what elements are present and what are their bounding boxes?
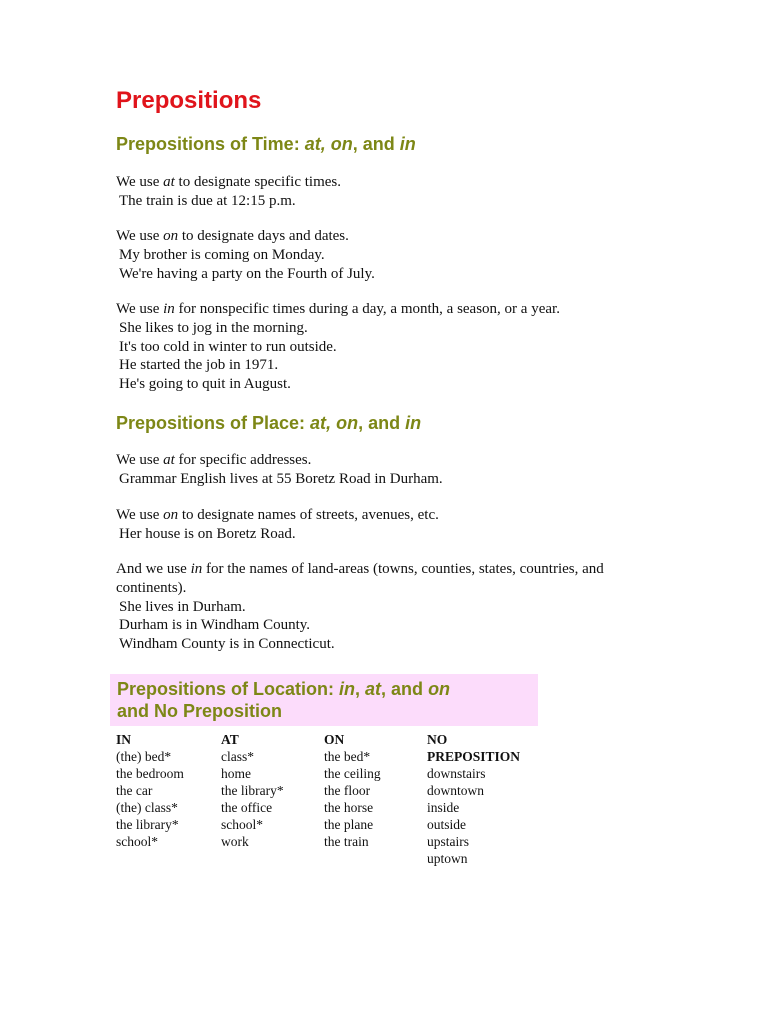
table-cell: the horse <box>324 800 374 815</box>
table-cell: (the) class* <box>116 800 178 815</box>
rule-keyword: at <box>163 174 175 190</box>
example-line: My brother is coming on Monday. <box>119 246 325 263</box>
table-cell: school* <box>116 834 158 849</box>
rule-text: We use <box>116 452 164 468</box>
time-heading-and: , and <box>352 134 400 154</box>
example-line: The train is due at 12:15 p.m. <box>119 192 296 209</box>
rule-line <box>116 300 676 319</box>
rule-keyword: in <box>190 561 203 577</box>
table-cell: work <box>221 834 249 849</box>
example-line: Grammar English lives at 55 Boretz Road in Durham. <box>119 470 443 487</box>
column-on <box>324 731 381 850</box>
time-in-paragraph <box>116 300 676 394</box>
column-header: AT <box>221 732 239 747</box>
location-heading-box <box>110 674 538 726</box>
time-heading-word-on: on <box>330 134 353 154</box>
time-on-paragraph <box>116 227 676 283</box>
table-cell: downstairs <box>427 766 486 781</box>
example-line: Her house is on Boretz Road. <box>119 525 296 542</box>
time-heading-comma: , <box>320 134 331 154</box>
column-header: NO <box>427 732 448 747</box>
column-header: ON <box>324 732 345 747</box>
place-heading-word-on: on <box>336 413 359 433</box>
rule-line <box>116 173 676 192</box>
rule-text: for nonspecific times during a day, a month, a season, or a year. <box>174 301 560 317</box>
rule-text: We use <box>116 174 164 190</box>
example-line: He started the job in 1971. <box>119 357 279 374</box>
place-on-paragraph <box>116 506 676 544</box>
column-header: PREPOSITION <box>427 749 521 764</box>
location-heading-line2: and No Preposition <box>117 701 283 721</box>
location-heading-word-in: in <box>339 679 356 699</box>
table-cell: uptown <box>427 851 468 866</box>
example-line: Windham County is in Connecticut. <box>119 636 335 653</box>
rule-keyword: on <box>163 228 179 244</box>
rule-text: And we use <box>116 561 191 577</box>
rule-text: for the names of land-areas (towns, counties, states, countries, and continents). <box>116 561 604 596</box>
rule-line <box>116 451 676 470</box>
location-heading <box>117 678 450 722</box>
table-cell: the plane <box>324 817 374 832</box>
rule-line <box>116 506 676 525</box>
place-heading-word-in: in <box>405 413 422 433</box>
rule-keyword: in <box>163 301 175 317</box>
location-heading-word-on: on <box>428 679 451 699</box>
rule-text: to designate names of streets, avenues, etc. <box>178 507 439 523</box>
location-heading-prefix: Prepositions of Location: <box>117 679 340 699</box>
rule-keyword: at <box>163 452 175 468</box>
column-in <box>116 731 184 850</box>
table-cell: the floor <box>324 783 371 798</box>
rule-text: to designate days and dates. <box>178 228 349 244</box>
time-heading-prefix: Prepositions of Time: <box>116 134 305 154</box>
table-cell: upstairs <box>427 834 469 849</box>
rule-line <box>116 227 676 246</box>
rule-keyword: on <box>163 507 179 523</box>
page-title: Prepositions <box>116 87 262 114</box>
place-at-paragraph <box>116 451 676 489</box>
table-cell: the train <box>324 834 369 849</box>
location-heading-comma: , <box>355 679 366 699</box>
table-cell: class* <box>221 749 254 764</box>
table-cell: downtown <box>427 783 484 798</box>
rule-text: for specific addresses. <box>174 452 312 468</box>
example-line: Durham is in Windham County. <box>119 617 311 634</box>
place-heading-comma: , <box>326 413 337 433</box>
place-heading-prefix: Prepositions of Place: <box>116 413 311 433</box>
rule-text: We use <box>116 507 164 523</box>
column-header: IN <box>116 732 132 747</box>
table-cell: the office <box>221 800 273 815</box>
example-line: It's too cold in winter to run outside. <box>119 338 337 355</box>
rule-text: We use <box>116 228 164 244</box>
table-cell: the bedroom <box>116 766 184 781</box>
example-line: She lives in Durham. <box>119 598 246 615</box>
time-heading <box>116 133 416 155</box>
table-cell: the library* <box>221 783 284 798</box>
table-cell: (the) bed* <box>116 749 172 764</box>
time-heading-word-at: at <box>304 134 321 154</box>
location-heading-word-at: at <box>365 679 382 699</box>
place-heading-and: , and <box>358 413 406 433</box>
example-line: She likes to jog in the morning. <box>119 319 308 336</box>
rule-text: We use <box>116 301 164 317</box>
table-cell: the ceiling <box>324 766 381 781</box>
table-cell: home <box>221 766 251 781</box>
location-heading-and: , and <box>381 679 429 699</box>
place-in-paragraph <box>116 560 661 654</box>
rule-line <box>116 560 661 598</box>
table-cell: inside <box>427 800 460 815</box>
column-at <box>221 731 284 850</box>
table-cell: the car <box>116 783 153 798</box>
table-cell: the library* <box>116 817 179 832</box>
table-cell: outside <box>427 817 466 832</box>
example-line: We're having a party on the Fourth of July. <box>119 265 375 282</box>
time-at-paragraph <box>116 173 676 211</box>
time-heading-word-in: in <box>399 134 416 154</box>
table-cell: the bed* <box>324 749 371 764</box>
column-no-preposition <box>427 731 520 867</box>
table-cell: school* <box>221 817 263 832</box>
rule-text: to designate specific times. <box>174 174 341 190</box>
place-heading <box>116 412 421 434</box>
example-line: He's going to quit in August. <box>119 376 291 393</box>
place-heading-word-at: at <box>310 413 327 433</box>
